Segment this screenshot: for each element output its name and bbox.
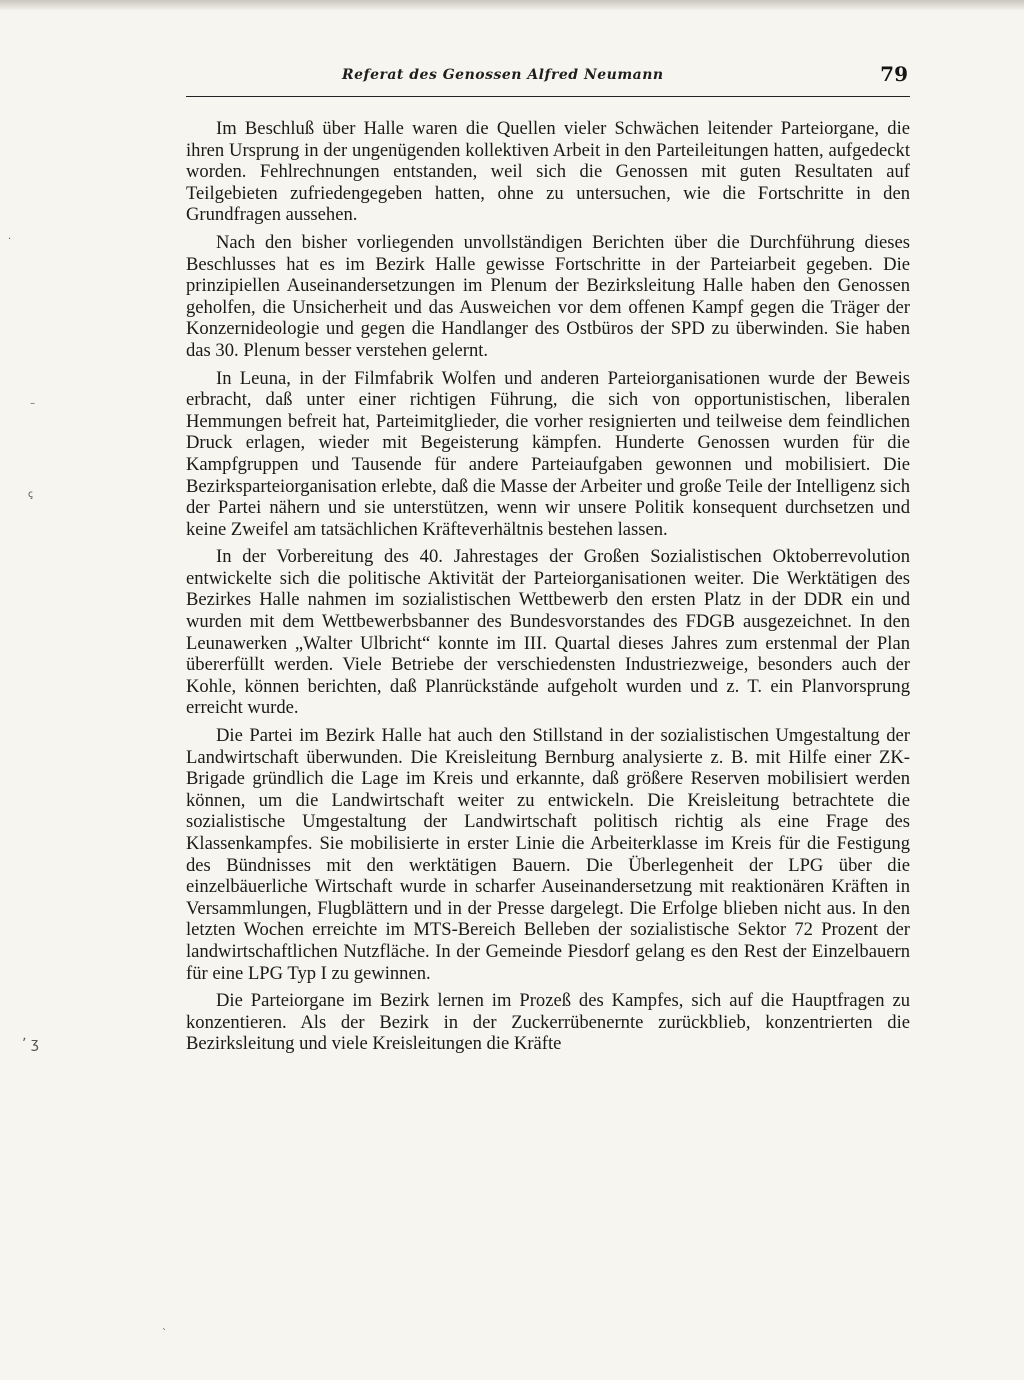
paragraph: Die Parteiorgane im Bezirk lernen im Prozeß des Kampfes, sich auf die Hauptfragen zu konzentieren. Als der Bezirk in der Zuckerrübenernte zurückblieb, konzentrierten die Bezirksleitung und viele Kreisleitungen die Kräfte <box>186 990 910 1055</box>
paragraph: Im Beschluß über Halle waren die Quellen vieler Schwächen leitender Parteiorgane, die ihren Ursprung in der ungenügenden kollektiven Arbeit in den Parteileitungen hatten, aufgedeckt worden. Fehlrechnungen entstanden, weil sich die Genossen mit guten Resultaten auf Teilgebieten zufriedengegeben hatten, ohne zu untersuchen, wie die Fortschritte in den Grundfragen aussehen. <box>186 118 910 226</box>
paragraph: Die Partei im Bezirk Halle hat auch den Stillstand in der sozialistischen Umgestaltung der Landwirtschaft überwunden. Die Kreisleitung Bernburg analysierte z. B. mit Hilfe einer ZK-Brigade gründlich die Lage im Kreis und erkannte, daß größere Reserven mobilisiert werden können, um die Landwirtschaft weiter zu entwickeln. Die Kreisleitung betrachtete die sozialistische Umgestaltung der Landwirtschaft politisch richtig als eine Frage des Klassenkampfes. Sie mobilisierte in erster Linie die Arbeiterklasse im Kreis für die Festigung des Bündnisses mit den werktätigen Bauern. Die Überlegenheit der LPG über die einzelbäuerliche Wirtschaft wurde in scharfer Auseinandersetzung mit reaktionären Kräften in Versammlungen, Flugblättern und in der Presse dargelegt. Die Erfolge blieben nicht aus. In den letzten Wochen erreichte im MTS-Bereich Belleben der sozialistische Sektor 72 Prozent der landwirtschaftlichen Nutzfläche. In der Gemeinde Piesdorf gelang es den Rest der Einzelbauern für eine LPG Typ I zu gewinnen. <box>186 725 910 984</box>
paragraph: In der Vorbereitung des 40. Jahrestages der Großen Sozialistischen Oktoberrevolution entwickelte sich die politische Aktivität der Parteiorganisationen weiter. Die Werktätigen des Bezirkes Halle nahmen im sozialistischen Wettbewerb den ersten Platz in der DDR ein und wurden mit dem Wettbewerbsbanner des Bundesvorstandes des FDGB ausgezeichnet. In den Leunawerken „Walter Ulbricht“ konnte im III. Quartal dieses Jahres zum erstenmal der Plan übererfüllt werden. Viele Betriebe der verschiedensten Industriezweige, besonders auch der Kohle, können berichten, daß Planrückstände aufgeholt wurden und z. T. ein Planvorsprung erreicht wurde. <box>186 546 910 719</box>
scan-edge <box>0 0 1024 10</box>
scan-speck: · <box>8 234 12 245</box>
scan-speck: ꞔ <box>28 489 33 500</box>
running-head: Referat des Genossen Alfred Neumann <box>342 67 664 83</box>
scan-speck: ˋ <box>162 1328 167 1339</box>
paragraph: Nach den bisher vorliegenden unvollständigen Berichten über die Durchführung dieses Beschlusses hat es im Bezirk Halle gewisse Fortschritte in der Parteiarbeit gegeben. Die prinzipiellen Auseinandersetzungen im Plenum der Bezirksleitung Halle haben den Genossen geholfen, die Unsicherheit und das Ausweichen vor dem offenen Kampf gegen die Träger der Konzernideologie und gegen die Handlanger des Ostbüros der SPD zu überwinden. Sie haben das 30. Plenum besser verstehen gelernt. <box>186 231 910 361</box>
scan-speck: ʼ ʒ <box>22 1036 39 1052</box>
paragraph: In Leuna, in der Filmfabrik Wolfen und anderen Parteiorganisationen wurde der Beweis erbracht, daß unter einer richtigen Führung, die sich von opportunistischen, liberalen Hemmungen befreit hat, Parteimitglieder, die vorher resignierten und teilweise dem feindlichen Druck erlagen, wieder mit Begeisterung kämpfen. Hunderte Genossen wurden für die Kampfgruppen und Tausende für andere Parteiaufgaben gewonnen und mobilisiert. Die Bezirksparteiorganisation erlebte, daß die Masse der Arbeiter und große Teile der Intelligenz sich der Partei nähern und sie unterstützen, wenn wir unsere Politik konsequent durchsetzen und keine Zweifel am tatsächlichen Kräfteverhältnis bestehen lassen. <box>186 367 910 540</box>
page-header <box>186 62 910 97</box>
scan-speck: – <box>30 398 35 409</box>
page-number: 79 <box>880 62 908 86</box>
body-text <box>186 118 910 1061</box>
